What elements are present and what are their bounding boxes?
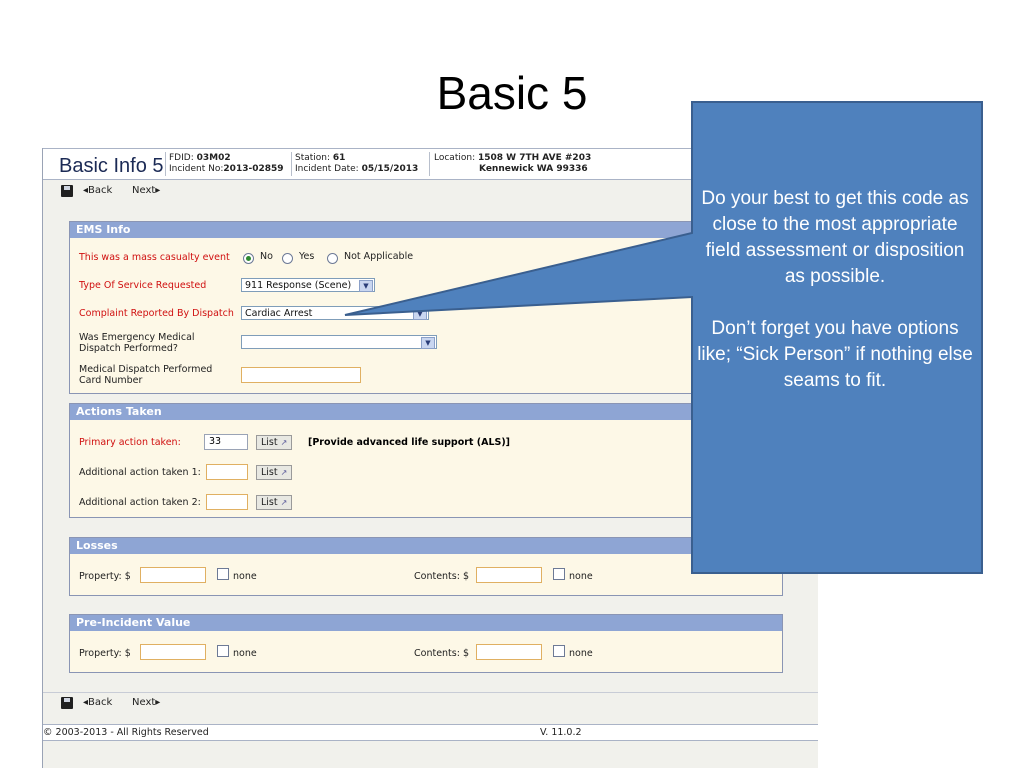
back-button[interactable]: ◂Back — [83, 185, 113, 196]
callout-paragraph-2: Don’t forget you have options like; “Sick Person” if nothing else seams to fit. — [697, 318, 973, 391]
station-value: 61 — [332, 153, 346, 163]
back-button[interactable]: ◂Back — [83, 697, 113, 708]
fdid-label: FDID: — [169, 153, 194, 163]
list-button-label: List — [261, 467, 278, 478]
additional-action-2-label: Additional action taken 2: — [79, 497, 201, 508]
location-label: Location: — [434, 153, 476, 163]
next-button[interactable]: Next▸ — [132, 185, 161, 196]
chevron-down-icon[interactable]: ▼ — [421, 337, 435, 349]
actions-taken-header: Actions Taken — [70, 404, 782, 420]
list-arrow-icon: ↗ — [280, 498, 288, 507]
radio-no-label: No — [260, 251, 273, 262]
incident-no-label: Incident No: — [169, 164, 224, 174]
page-title: Basic Info 5 — [59, 155, 164, 177]
list-arrow-icon: ↗ — [280, 468, 288, 477]
losses-header: Losses — [70, 538, 782, 554]
ems-info-header: EMS Info — [70, 222, 782, 238]
pre-incident-contents-none-label: none — [569, 648, 593, 659]
incident-date-label: Incident Date: — [295, 164, 359, 174]
station-label: Station: — [295, 153, 331, 163]
complaint-label: Complaint Reported By Dispatch — [79, 308, 234, 319]
fdid-value: 03M02 — [196, 153, 231, 163]
emd-label-line1: Was Emergency Medical — [79, 332, 195, 343]
card-label-line2: Card Number — [79, 375, 143, 386]
version: V. 11.0.2 — [540, 727, 582, 738]
losses-contents-label: Contents: $ — [414, 571, 469, 582]
chevron-down-icon[interactable]: ▼ — [413, 308, 427, 320]
list-arrow-icon: ↗ — [280, 438, 288, 447]
mass-casualty-label: This was a mass casualty event — [79, 252, 230, 263]
chevron-down-icon[interactable]: ▼ — [359, 280, 373, 292]
card-label-line1: Medical Dispatch Performed — [79, 364, 213, 375]
pre-incident-header: Pre-Incident Value — [70, 615, 782, 631]
location-line1: 1508 W 7TH AVE #203 — [477, 153, 592, 163]
list-button-label: List — [261, 437, 278, 448]
complaint-value: Cardiac Arrest — [245, 308, 313, 319]
primary-action-description: [Provide advanced life support (ALS)] — [308, 437, 511, 448]
pre-incident-contents-label: Contents: $ — [414, 648, 469, 659]
callout-paragraph-1: Do your best to get this code as close to the most appropriate field assessment or disposition as possible. — [701, 188, 969, 287]
slide-title: Basic 5 — [436, 67, 588, 119]
losses-property-none-label: none — [233, 571, 257, 582]
callout-text — [695, 186, 975, 394]
next-button[interactable]: Next▸ — [132, 697, 161, 708]
pre-incident-property-label: Property: $ — [79, 648, 131, 659]
losses-contents-none-label: none — [569, 571, 593, 582]
losses-property-label: Property: $ — [79, 571, 131, 582]
radio-not-applicable-label: Not Applicable — [344, 251, 414, 262]
service-type-value: 911 Response (Scene) — [245, 280, 352, 291]
primary-action-label: Primary action taken: — [79, 437, 181, 448]
location-line2: Kennewick WA 99336 — [479, 164, 588, 174]
service-type-label: Type Of Service Requested — [79, 280, 207, 291]
pre-incident-property-none-label: none — [233, 648, 257, 659]
additional-action-1-label: Additional action taken 1: — [79, 467, 201, 478]
list-button-label: List — [261, 497, 278, 508]
emd-label-line2: Dispatch Performed? — [79, 343, 178, 354]
copyright: © 2003-2013 - All Rights Reserved — [43, 727, 209, 738]
incident-date-value: 05/15/2013 — [361, 164, 419, 174]
radio-yes-label: Yes — [299, 251, 315, 262]
incident-no-value: 2013-02859 — [223, 164, 284, 174]
primary-action-input[interactable]: 33 — [204, 434, 248, 450]
